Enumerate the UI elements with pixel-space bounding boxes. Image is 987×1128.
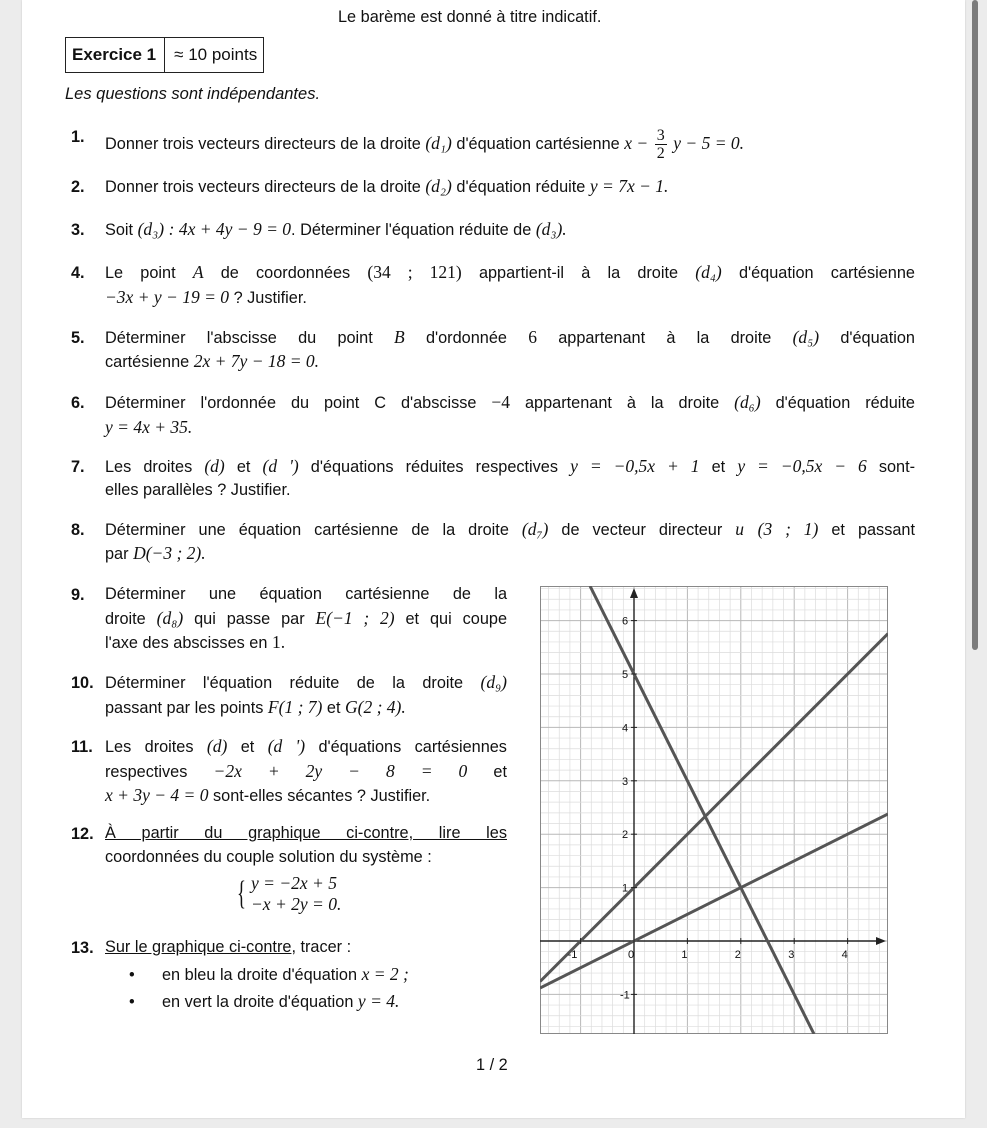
q8-line1: [105, 520, 915, 540]
y-axis-arrow: [630, 588, 638, 598]
q6-number: 6.: [71, 394, 85, 412]
q11-line1: [105, 737, 507, 757]
q9-val: 1.: [271, 632, 286, 652]
q12-line2: coordonnées du couple solution du système :: [105, 848, 432, 866]
graph-line-2: [540, 634, 888, 982]
x-tick-label: -1: [567, 949, 578, 961]
q3-line: (d₃): [137, 219, 165, 239]
q1-a: Donner trois vecteurs directeurs de la droite: [105, 134, 421, 153]
q11-c: respectives: [105, 763, 188, 781]
page-number: 1 / 2: [476, 1056, 508, 1074]
y-tick-label: -1: [620, 989, 630, 1002]
q11-eq1: −2x + 2y − 8 = 0: [213, 761, 468, 781]
header-note: Le barème est donné à titre indicatif.: [338, 8, 602, 26]
q1-line: (d₁): [425, 132, 452, 153]
q5-d: d'équation: [840, 329, 915, 347]
q6-a: Déterminer l'ordonnée du point C d'abscisse: [105, 394, 477, 412]
x-tick-label: 4: [841, 949, 848, 961]
q7-eq1: y = −0,5x + 1: [570, 456, 700, 476]
q2-number: 2.: [71, 178, 85, 196]
y-tick-label: 6: [622, 615, 629, 628]
scrollbar-thumb[interactable]: [972, 0, 978, 650]
q2-b: d'équation réduite: [456, 178, 586, 196]
q12-sys1: y = −2x + 5: [251, 873, 337, 893]
q4-c: appartient-il à la droite: [478, 264, 679, 282]
q1-fraction: [655, 127, 667, 162]
q1-number: 1.: [71, 128, 85, 146]
intro: Les questions sont indépendantes.: [65, 85, 321, 103]
q3-a: Soit: [105, 221, 134, 239]
q6-b: appartenant à la droite: [525, 394, 720, 412]
q10-line: (d₉): [480, 672, 507, 692]
q4-line: (d₄): [695, 262, 722, 282]
q10-p2: G(2 ; 4).: [345, 697, 406, 717]
q4-eq: −3x + y − 19 = 0: [105, 287, 230, 307]
q4-a: Le point: [105, 264, 176, 282]
q5-number: 5.: [71, 329, 85, 347]
q7-et2: et: [711, 458, 726, 476]
q4-line2: [105, 288, 307, 308]
q2-a: Donner trois vecteurs directeurs de la droite: [105, 178, 421, 196]
q13-b: , tracer :: [291, 938, 352, 956]
q5-point: B: [394, 327, 405, 347]
q5-line1: [105, 328, 915, 348]
q10-p1: F(1 ; 7): [267, 697, 323, 717]
q11-a: Les droites: [105, 738, 194, 756]
q2-text: [105, 177, 668, 197]
q9-line1: [105, 585, 507, 604]
q11-e: sont-elles sécantes ? Justifier.: [213, 787, 431, 805]
q13-number: 13.: [71, 939, 94, 957]
x-tick-label: 0: [628, 949, 635, 961]
exercise-header: [65, 37, 264, 73]
q4-coord: (34 ; 121): [367, 262, 462, 282]
q2-line: (d₂): [425, 176, 452, 196]
q6-eq: y = 4x + 35.: [105, 417, 193, 437]
q3-b: . Déterminer l'équation réduite de: [291, 221, 532, 239]
q11-line2: [105, 762, 507, 782]
q6-line2: [105, 418, 192, 438]
q1-b: d'équation cartésienne: [456, 134, 620, 153]
q3-text: [105, 220, 567, 240]
q9-c: et qui coupe: [405, 610, 507, 628]
y-tick-label: 2: [622, 829, 629, 842]
q12-line1: [105, 824, 507, 843]
q13-b1: en bleu la droite d'équation: [162, 966, 358, 984]
q3-eq: : 4x + 4y − 9 = 0: [168, 219, 292, 239]
q3-line2: (d₃).: [535, 219, 567, 239]
scrollbar[interactable]: [971, 0, 980, 1128]
q12-sys2-row: [251, 894, 341, 915]
q13-bullet1: [129, 965, 409, 985]
q6-line: (d₆): [734, 392, 761, 412]
q13-b1-eq: x = 2 ;: [361, 964, 409, 984]
x-tick-label: 3: [788, 949, 795, 961]
q4-number: 4.: [71, 264, 85, 282]
q5-line2: [105, 352, 319, 372]
q8-c: et passant: [831, 521, 915, 539]
x-tick-label: 1: [681, 949, 688, 961]
q10-b: passant par les points: [105, 699, 264, 717]
system-brace: {: [237, 875, 246, 912]
q1-eq-post: y − 5 = 0.: [673, 132, 745, 153]
q7-d: (d): [204, 456, 225, 476]
y-tick-label: 1: [622, 882, 629, 895]
q10-line2: [105, 698, 406, 718]
q13-a: Sur le graphique ci-contre: [105, 938, 292, 956]
q1-text: [105, 127, 744, 162]
q8-b: de vecteur directeur: [561, 521, 723, 539]
q1-eq-pre: x −: [624, 132, 649, 153]
q8-line2: [105, 544, 206, 564]
q7-b: d'équations réduites respectives: [310, 458, 559, 476]
q11-b: d'équations cartésiennes: [318, 738, 507, 756]
q9-d: l'axe des abscisses en: [105, 634, 268, 652]
q5-a: Déterminer l'abscisse du point: [105, 329, 373, 347]
q9-l1: Déterminer une équation cartésienne de la: [105, 585, 507, 603]
q3-number: 3.: [71, 221, 85, 239]
graph-frame: [541, 587, 888, 1034]
q7-a: Les droites: [105, 458, 193, 476]
q10-et: et: [326, 699, 341, 717]
q9-point: E(−1 ; 2): [315, 608, 395, 628]
q7-c: sont-: [878, 458, 916, 476]
exercise-points: ≈ 10 points: [174, 45, 258, 64]
q10-a: Déterminer l'équation réduite de la droite: [105, 674, 464, 692]
y-tick-label: 3: [622, 775, 629, 788]
q11-dp: (d '): [267, 736, 306, 756]
coordinate-graph: [540, 586, 888, 1034]
q13-bullet2: [129, 992, 399, 1012]
q8-a: Déterminer une équation cartésienne de la droite: [105, 521, 509, 539]
q7-et: et: [236, 458, 251, 476]
q10-number: 10.: [71, 674, 94, 692]
q12-sys2: −x + 2y = 0: [251, 894, 337, 914]
bullet-icon: •: [129, 993, 135, 1011]
q12-l1: À partir du graphique ci-contre, lire les: [105, 824, 507, 842]
q6-c: d'équation réduite: [775, 394, 915, 412]
q7-line2: elles parallèles ? Justifier.: [105, 481, 291, 499]
q11-number: 11.: [71, 738, 93, 756]
q11-eq2: x + 3y − 4 = 0: [105, 785, 209, 805]
q4-point: A: [192, 262, 204, 282]
q7-eq2: y = −0,5x − 6: [737, 456, 867, 476]
q5-c: appartenant à la droite: [558, 329, 772, 347]
q5-line: (d₅): [792, 327, 820, 347]
exercise-label: Exercice 1: [66, 38, 165, 72]
q4-d: d'équation cartésienne: [738, 264, 915, 282]
q12-system: [251, 873, 341, 915]
q6-val: −4: [491, 392, 511, 412]
q1-frac-den: 2: [656, 145, 665, 162]
q9-b: qui passe par: [194, 610, 305, 628]
q13-b2: en vert la droite d'équation: [162, 993, 354, 1011]
graph-line-3: [540, 814, 888, 988]
q5-e: cartésienne: [105, 353, 190, 371]
q8-point: D(−3 ; 2).: [133, 543, 206, 563]
q11-line3: [105, 786, 430, 806]
q1-frac-num: 3: [656, 127, 665, 144]
q9-line3: [105, 633, 285, 653]
q5-eq: 2x + 7y − 18 = 0.: [193, 351, 320, 371]
q2-eq: y = 7x − 1.: [589, 176, 669, 196]
q6-line1: [105, 393, 915, 413]
q9-line2: [105, 609, 507, 629]
q7-line1: [105, 457, 915, 477]
q10-line1: [105, 673, 507, 693]
x-tick-label: 2: [734, 949, 741, 961]
q5-b: d'ordonnée: [425, 329, 507, 347]
q4-line1: [105, 263, 915, 283]
q9-a: droite: [105, 610, 146, 628]
bullet-icon: •: [129, 966, 135, 984]
q7-dp: (d '): [262, 456, 299, 476]
y-tick-label: 5: [622, 669, 629, 681]
q12-number: 12.: [71, 825, 94, 843]
q9-line: (d₈): [156, 608, 184, 628]
q8-vec: u⃗(3 ; 1): [735, 519, 819, 539]
q13-b2-eq: y = 4.: [357, 991, 400, 1011]
q4-b: de coordonnées: [220, 264, 351, 282]
q8-line: (d₇): [521, 519, 549, 539]
q4-justify: ? Justifier.: [233, 289, 307, 307]
q11-et: et: [240, 738, 255, 756]
q8-d: par: [105, 545, 129, 563]
y-tick-label: 4: [622, 722, 629, 735]
q13-line1: [105, 938, 351, 957]
q7-number: 7.: [71, 458, 85, 476]
q5-val: 6: [528, 327, 537, 347]
q11-d: (d): [206, 736, 228, 756]
q11-et2: et: [493, 763, 508, 781]
q9-number: 9.: [71, 586, 85, 604]
x-axis-arrow: [876, 937, 886, 945]
q8-number: 8.: [71, 521, 85, 539]
q12-dot: .: [336, 894, 342, 914]
